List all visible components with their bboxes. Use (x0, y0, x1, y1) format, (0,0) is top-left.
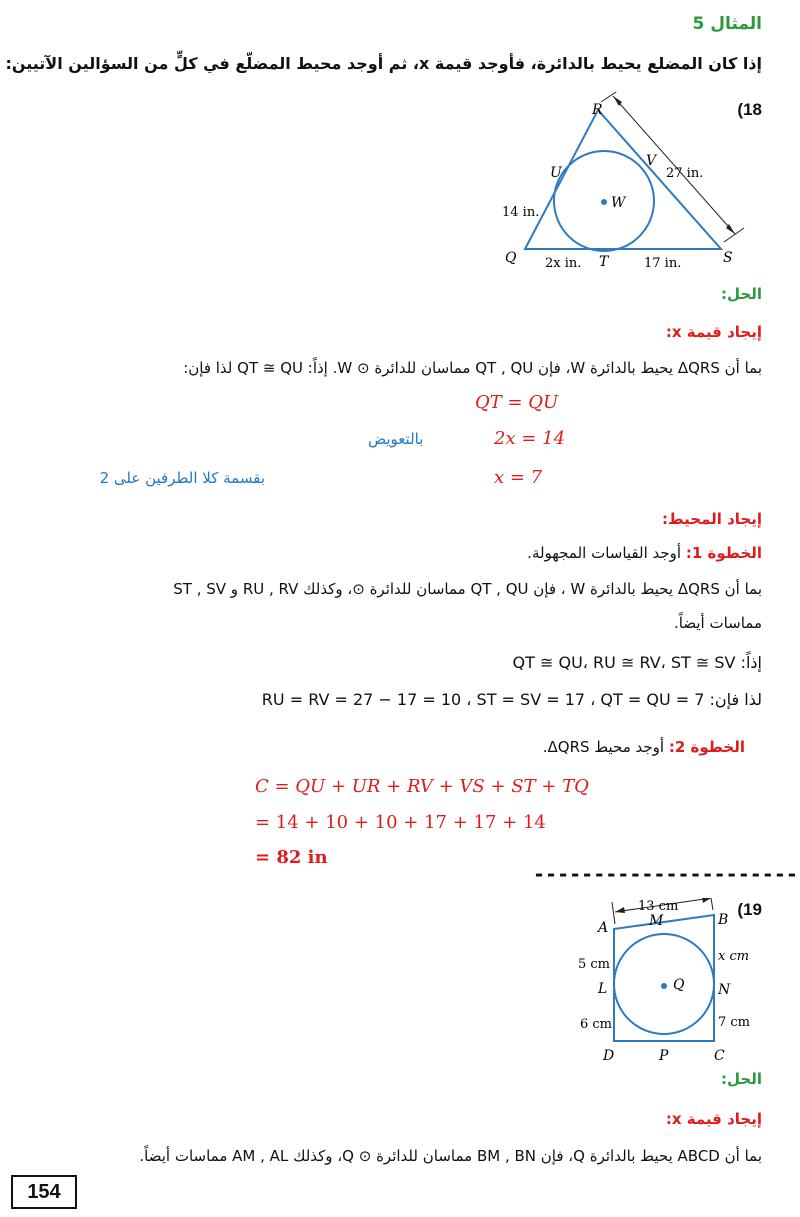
label-m: M (649, 913, 664, 929)
label-a: A (598, 920, 609, 936)
step-1-sentence-b: مماسات أيضاً. (674, 614, 762, 632)
figure-quadrilateral-abcd (560, 898, 760, 1068)
perimeter-substitution: = 14 + 10 + 10 + 17 + 17 + 14 (255, 812, 546, 833)
label-len-ts: 17 in. (644, 256, 682, 271)
label-len-rs: 27 in. (666, 166, 704, 181)
label-l: L (598, 981, 608, 997)
find-x-label-18: إيجاد قيمة x: (665, 323, 762, 341)
label-d: D (603, 1048, 615, 1064)
label-len-nc: 7 cm (718, 1015, 751, 1030)
step-2-line (20, 738, 745, 756)
label-q: Q (505, 250, 517, 266)
perimeter-result: = 82 in (255, 847, 328, 868)
label-p: P (659, 1048, 669, 1064)
label-w: W (611, 195, 626, 211)
center-point-q (661, 983, 667, 989)
find-x-sentence-19: بما أن ABCD يحيط بالدائرة Q، فإن BM , BN مماسان للدائرة ⊙ Q، وكذلك AM , AL مماسات أيضاً. (139, 1147, 762, 1165)
step-1-text: أوجد القياسات المجهولة. (527, 544, 682, 562)
label-s: S (723, 250, 733, 266)
step-2-label: الخطوة 2: (668, 738, 745, 756)
example-title: المثال 5 (692, 14, 762, 34)
step-1-line (20, 544, 762, 562)
label-r: R (592, 102, 603, 118)
eq-2x-14-note: بالتعويض (368, 430, 424, 448)
label-len-bn: x cm (718, 949, 750, 964)
label-b: B (718, 912, 729, 928)
eq-qt-qu: QT = QU (475, 392, 559, 413)
label-q: Q (673, 977, 685, 993)
label-len-qu: 14 in. (502, 205, 540, 220)
label-t: T (599, 254, 609, 270)
label-len-ld: 6 cm (580, 1017, 613, 1032)
problem-18-number: (18 (737, 100, 762, 119)
step-1-sentence-a: بما أن ΔQRS يحيط بالدائرة W ، فإن QT , QU مماسان للدائرة ⊙، وكذلك RU , RV و ST , SV (173, 580, 762, 598)
center-point-w (601, 199, 607, 205)
label-u: U (550, 165, 562, 181)
section-divider: ---------------------- (533, 862, 798, 886)
label-n: N (718, 982, 731, 998)
solution-label-19: الحل: (721, 1070, 762, 1088)
step-1-label: الخطوة 1: (685, 544, 762, 562)
label-v: V (646, 153, 657, 169)
figure-triangle-qrs (495, 92, 745, 272)
solution-label-18: الحل: (721, 285, 762, 303)
eq-2x-14: 2x = 14 (494, 428, 566, 449)
find-x-label-19: إيجاد قيمة x: (665, 1110, 762, 1128)
problem-19-number: (19 (737, 900, 762, 919)
eq-x-7-note: بقسمة كلا الطرفين على 2 (99, 469, 265, 487)
label-len-al: 5 cm (578, 957, 611, 972)
page-number: 154 (11, 1175, 77, 1209)
label-len-ab: 13 cm (638, 899, 679, 914)
instruction-text: إذا كان المضلع يحيط بالدائرة، فأوجد قيمة x، ثم أوجد محيط المضلّع في كلٍّ من السؤالين الآتيين: (5, 54, 762, 73)
perimeter-formula: C = QU + UR + RV + VS + ST + TQ (255, 776, 589, 797)
find-perimeter-label: إيجاد المحيط: (662, 510, 762, 528)
label-c: C (714, 1048, 725, 1064)
eq-x-7: x = 7 (494, 467, 543, 488)
find-x-sentence-18: بما أن ΔQRS يحيط بالدائرة W، فإن QT , QU مماسان للدائرة ⊙ W. إذاً: QT ≅ QU لذا فإن: (183, 359, 762, 377)
lengths-statement: لذا فإن: RU = RV = 27 − 17 = 10 ، ST = SV = 17 ، QT = QU = 7 (261, 690, 762, 709)
label-len-qt: 2x in. (545, 256, 582, 271)
congruence-statement: إذاً: QT ≅ QU، RU ≅ RV، ST ≅ SV (512, 653, 762, 672)
step-2-text: أوجد محيط ΔQRS. (542, 738, 665, 756)
